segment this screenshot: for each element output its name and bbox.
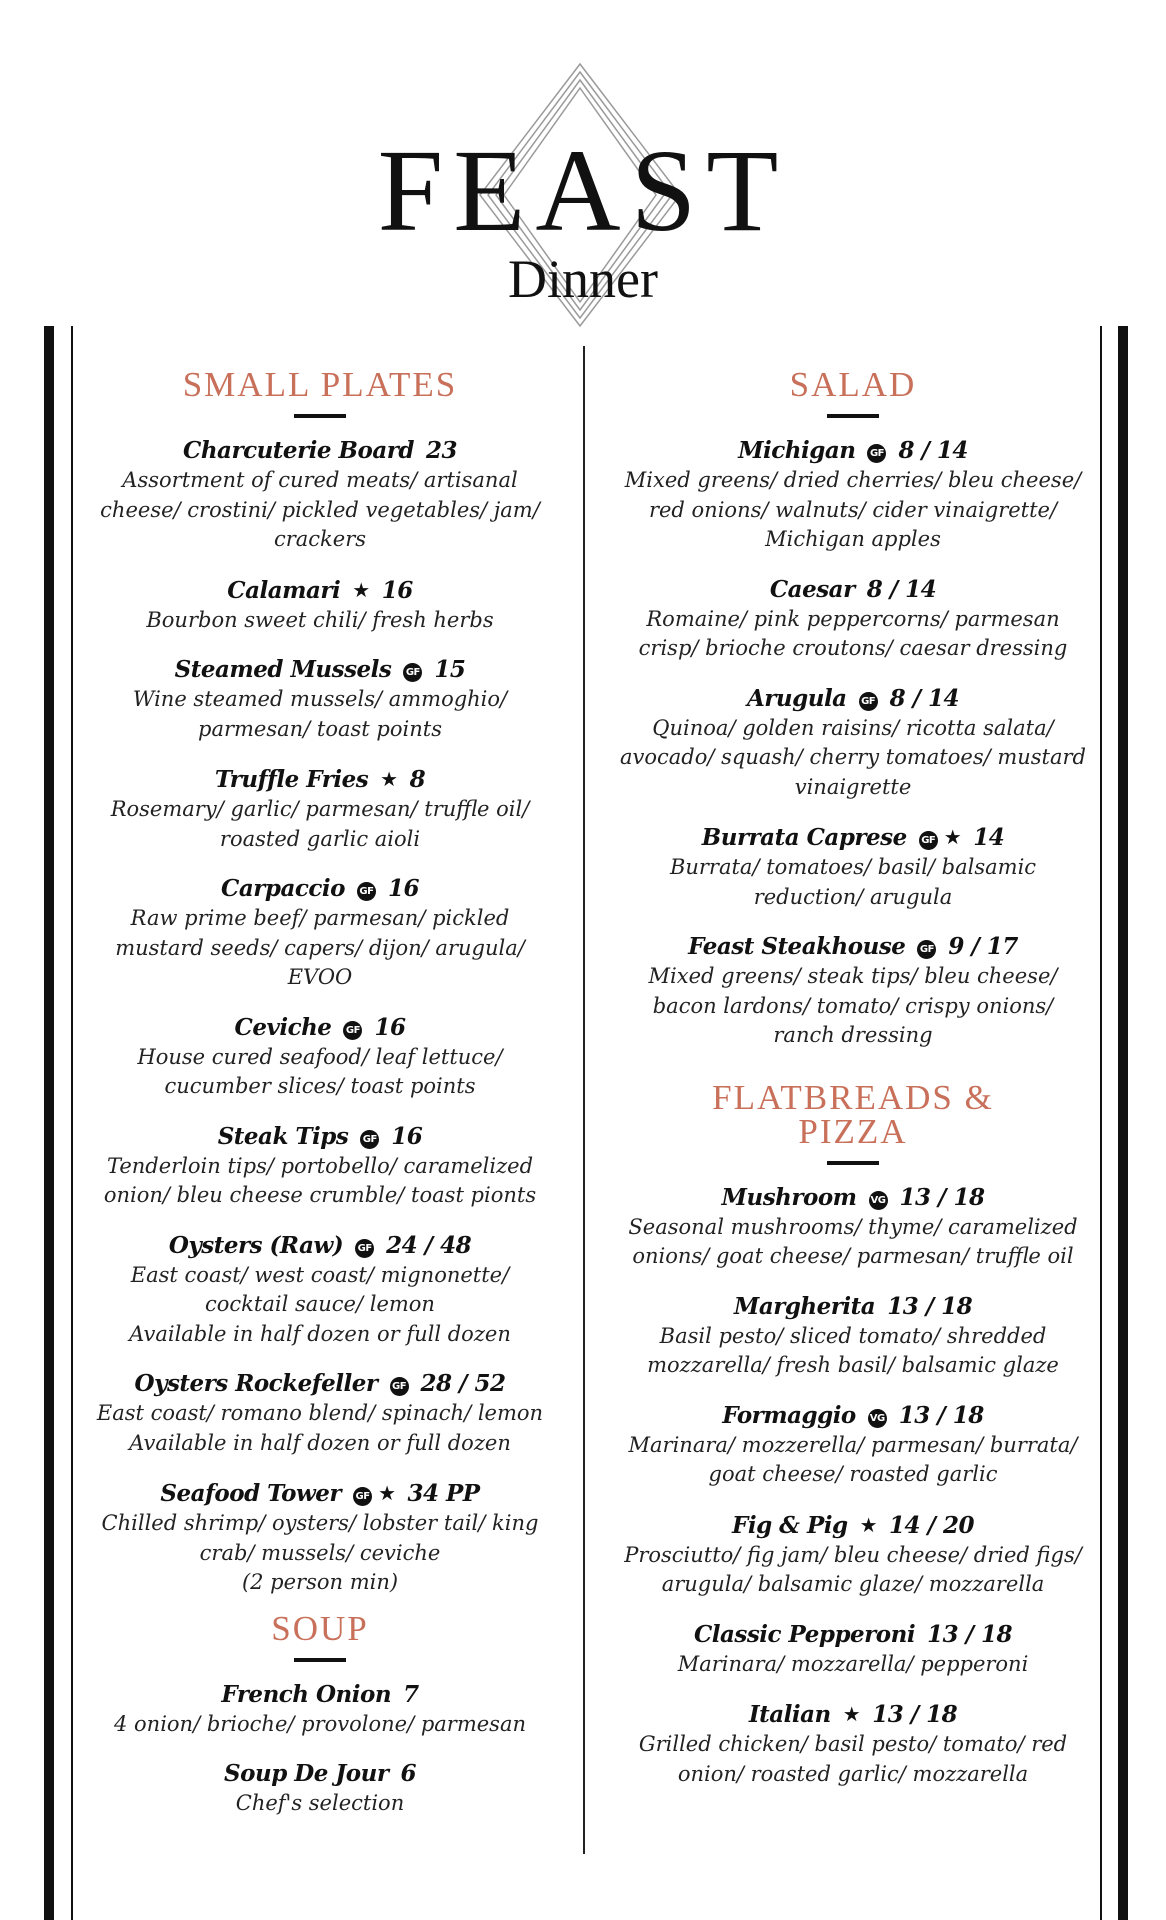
- item-name: Michigan: [738, 437, 856, 464]
- right-column: [620, 365, 1086, 1809]
- item-description: Chef's selection: [235, 1791, 405, 1815]
- item-name: Ceviche: [234, 1013, 332, 1041]
- star-icon: ★: [842, 1702, 861, 1726]
- item-price: 13 / 18: [872, 1701, 958, 1728]
- item-price: 23: [425, 437, 457, 464]
- section-title-small-plates: SMALL PLATES: [182, 365, 458, 404]
- menu-item: [90, 1013, 550, 1102]
- menu-item: [620, 1699, 1086, 1789]
- gluten-free-icon: GF: [917, 940, 936, 959]
- gluten-free-icon: GF: [355, 1239, 374, 1258]
- left-border-thick: [44, 326, 54, 1920]
- item-price: 7: [403, 1680, 419, 1708]
- column-divider: [583, 346, 585, 1854]
- item-description: Tenderloin tips/ portobello/ caramelized onion/ bleu cheese crumble/ toast pionts: [103, 1153, 537, 1207]
- menu-item: [90, 1680, 550, 1740]
- item-description: Quinoa/ golden raisins/ ricotta salata/ avocado/ squash/ cherry tomatoes/ mustard vinaigrette: [620, 715, 1086, 799]
- section-title-flatbreads: [620, 1077, 1086, 1151]
- item-price: 16: [387, 875, 419, 902]
- section-rule: [294, 414, 346, 418]
- item-description: Wine steamed mussels/ ammoghio/ parmesan/ toast points: [132, 687, 508, 741]
- item-name: Caesar: [769, 575, 855, 603]
- gluten-free-icon: GF: [919, 831, 938, 850]
- item-price: 13 / 18: [927, 1620, 1013, 1648]
- item-note: Available in half dozen or full dozen: [129, 1321, 511, 1346]
- item-price: 8 / 14: [898, 437, 968, 464]
- menu-item: [620, 1510, 1086, 1600]
- item-price: 28 / 52: [420, 1370, 506, 1397]
- item-description: Burrata/ tomatoes/ basil/ balsamic reduction/ arugula: [669, 855, 1037, 909]
- menu-item: [620, 436, 1086, 555]
- item-description: Mixed greens/ steak tips/ bleu cheese/ bacon lardons/ tomato/ crispy onions/ ranch dressing: [648, 964, 1058, 1047]
- item-name: Steak Tips: [217, 1122, 349, 1150]
- gluten-free-icon: GF: [390, 1377, 409, 1396]
- left-column: [90, 365, 550, 1839]
- item-description: East coast/ west coast/ mignonette/ cocktail sauce/ lemon: [130, 1262, 510, 1316]
- item-name: Charcuterie Board: [183, 437, 414, 464]
- menu-item: [90, 874, 550, 993]
- menu-item: [90, 1122, 550, 1211]
- gluten-free-icon: GF: [403, 663, 422, 682]
- right-border-thin: [1100, 326, 1102, 1920]
- item-description: Grilled chicken/ basil pesto/ tomato/ red onion/ roasted garlic/ mozzarella: [638, 1732, 1068, 1786]
- menu-item: [90, 436, 550, 555]
- item-note: Available in half dozen or full dozen: [129, 1430, 511, 1455]
- item-name: Feast Steakhouse: [688, 933, 906, 960]
- right-border-thick: [1118, 326, 1128, 1920]
- section-rule: [294, 1658, 346, 1662]
- menu-item: [620, 1292, 1086, 1381]
- item-name: Italian: [748, 1701, 831, 1728]
- item-description: Romaine/ pink peppercorns/ parmesan crisp/ brioche croutons/ caesar dressing: [638, 606, 1068, 660]
- item-price: 34 PP: [407, 1480, 480, 1507]
- item-price: 24 / 48: [386, 1231, 472, 1259]
- item-price: 13 / 18: [899, 1183, 985, 1211]
- item-description: Prosciutto/ fig jam/ bleu cheese/ dried figs/ arugula/ balsamic glaze/ mozzarella: [624, 1542, 1082, 1596]
- menu-item: [90, 1759, 550, 1819]
- item-description: Raw prime beef/ parmesan/ pickled mustard seeds/ capers/ dijon/ arugula/ EVOO: [115, 906, 525, 989]
- item-price: 8 / 14: [889, 684, 960, 712]
- item-price: 8 / 14: [866, 575, 937, 603]
- item-price: 15: [434, 656, 466, 683]
- menu-item: [90, 1231, 550, 1350]
- item-description: House cured seafood/ leaf lettuce/ cucumber slices/ toast points: [137, 1044, 503, 1098]
- item-name: Seafood Tower: [160, 1480, 342, 1507]
- menu-item: [90, 1369, 550, 1458]
- menu-item: [620, 822, 1086, 912]
- item-name: Oysters (Raw): [168, 1231, 344, 1259]
- gluten-free-icon: GF: [867, 444, 886, 463]
- gluten-free-icon: GF: [859, 692, 878, 711]
- item-name: Arugula: [746, 684, 847, 712]
- item-description: Assortment of cured meats/ artisanal cheese/ crostini/ pickled vegetables/ jam/ crackers: [100, 468, 540, 551]
- gluten-free-icon: GF: [360, 1130, 379, 1149]
- star-icon: ★: [352, 577, 370, 602]
- item-description: 4 onion/ brioche/ provolone/ parmesan: [113, 1711, 526, 1736]
- menu-item: [620, 575, 1086, 664]
- item-price: 16: [374, 1013, 406, 1041]
- header-logo: [0, 0, 1166, 330]
- menu-item: [90, 1478, 550, 1598]
- vegetarian-icon: VG: [868, 1409, 887, 1428]
- item-name: Truffle Fries: [214, 766, 369, 793]
- vegetarian-icon: VG: [869, 1191, 888, 1210]
- menu-item: [90, 575, 550, 636]
- item-description: Marinara/ mozzerella/ parmesan/ burrata/ goat cheese/ roasted garlic: [628, 1432, 1078, 1486]
- item-price: 14 / 20: [889, 1511, 974, 1539]
- section-title-line: FLATBREADS &: [712, 1077, 994, 1117]
- item-name: Mushroom: [721, 1183, 857, 1211]
- item-price: 16: [381, 576, 413, 604]
- star-icon: ★: [943, 825, 962, 849]
- star-icon: ★: [859, 1512, 878, 1537]
- menu-item: [620, 1401, 1086, 1490]
- star-icon: ★: [380, 767, 398, 791]
- item-price: 9 / 17: [948, 933, 1018, 960]
- item-price: 16: [391, 1122, 423, 1150]
- item-description: East coast/ romano blend/ spinach/ lemon: [96, 1401, 544, 1425]
- menu-subtitle: Dinner: [508, 249, 658, 309]
- item-price: 14: [973, 824, 1005, 851]
- item-name: Oysters Rockefeller: [134, 1370, 378, 1397]
- item-name: Soup De Jour: [224, 1760, 389, 1787]
- item-name: Steamed Mussels: [174, 656, 392, 683]
- gluten-free-icon: GF: [357, 882, 376, 901]
- gluten-free-icon: GF: [343, 1021, 362, 1040]
- item-name: Margherita: [733, 1292, 876, 1320]
- brand-name: FEAST: [377, 125, 789, 256]
- menu-item: [90, 764, 550, 854]
- item-description: Seasonal mushrooms/ thyme/ caramelized onions/ goat cheese/ parmesan/ truffle oil: [628, 1214, 1078, 1268]
- item-price: 13 / 18: [898, 1401, 984, 1429]
- menu-item: [620, 1183, 1086, 1272]
- section-title-soup: SOUP: [271, 1608, 369, 1648]
- item-name: Calamari: [227, 576, 341, 604]
- item-description: Mixed greens/ dried cherries/ bleu cheese/ red onions/ walnuts/ cider vinaigrette/ Michigan apples: [624, 468, 1082, 551]
- item-name: Burrata Caprese: [701, 824, 907, 851]
- item-price: 8: [409, 766, 426, 793]
- item-description: Marinara/ mozzarella/ pepperoni: [677, 1651, 1029, 1676]
- star-icon: ★: [378, 1481, 396, 1505]
- item-price: 6: [400, 1760, 416, 1787]
- section-rule: [827, 1161, 879, 1165]
- menu-item: [620, 1620, 1086, 1680]
- item-description: Chilled shrimp/ oysters/ lobster tail/ king crab/ mussels/ ceviche: [101, 1511, 539, 1565]
- item-name: Formaggio: [722, 1401, 856, 1429]
- section-rule: [827, 414, 879, 418]
- gluten-free-icon: GF: [353, 1487, 372, 1506]
- item-name: Classic Pepperoni: [693, 1620, 916, 1648]
- menu-item: [620, 932, 1086, 1051]
- item-description: Basil pesto/ sliced tomato/ shredded mozzarella/ fresh basil/ balsamic glaze: [647, 1323, 1059, 1377]
- menu-item: [90, 655, 550, 744]
- item-description: Rosemary/ garlic/ parmesan/ truffle oil/ roasted garlic aioli: [110, 797, 530, 851]
- item-description: Bourbon sweet chili/ fresh herbs: [146, 607, 494, 632]
- menu-item: [620, 684, 1086, 803]
- left-border-thin: [71, 326, 73, 1920]
- section-title-line: PIZZA: [798, 1111, 908, 1151]
- item-note: (2 person min): [241, 1570, 399, 1594]
- item-name: French Onion: [221, 1680, 392, 1708]
- item-name: Carpaccio: [221, 875, 345, 902]
- item-name: Fig & Pig: [732, 1511, 848, 1539]
- item-price: 13 / 18: [887, 1292, 973, 1320]
- section-title-salad: SALAD: [789, 365, 917, 404]
